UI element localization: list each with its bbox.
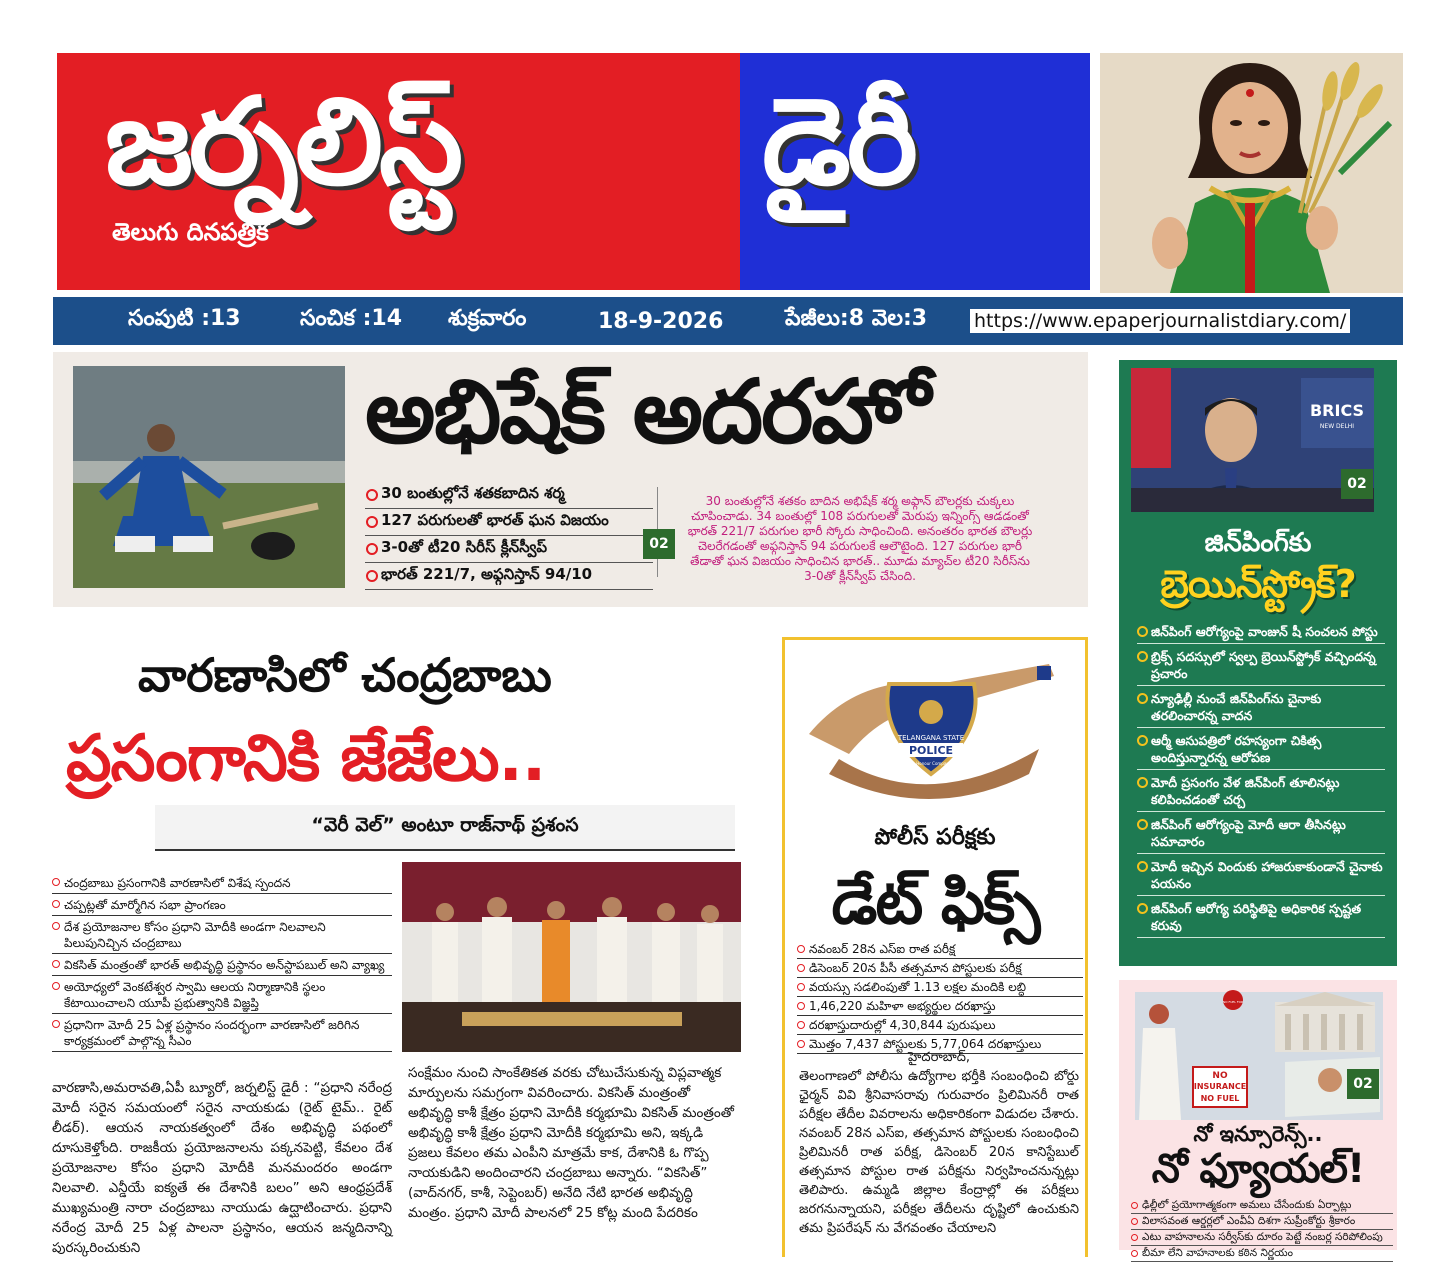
list-item: వికసిత్ మంత్రంతో భారత్ అభివృద్ధి ప్రస్థానం అన్‌స్టాపబుల్ అని వ్యాఖ్య [52,956,392,976]
emblem-police-text: POLICE [908,744,954,757]
varanasi-event-photo [402,862,741,1052]
page-reference-badge: 02 [643,529,675,559]
masthead [57,53,1090,290]
varanasi-bullets [52,874,392,1054]
varanasi-headline-line1: వారణాసిలో చంద్రబాబు [138,648,552,702]
list-item: జిన్‌పింగ్ ఆరోగ్యంపై వాంజున్ షీ సంచలన పోస్టు [1137,622,1385,644]
police-body-text: తెలంగాణలో పోలీసు ఉద్యోగాల భర్తీకి సంబంధించి బోర్డు ఛైర్మన్ వివి శ్రీనివాసరావు గురువారం ప్రిలిమినరీ రాత పరీక్షల తేదీల వివరాలను అధికారికంగా విడుదల చేశారు. నవంబర్ 28న ఎస్ఐ, తత్సమాన పోస్టులకు సంబంధించి ప్రిలిమినరీ రాత పరీక్ష, డిసెంబర్ 20న కానిస్టేబుల్ తత్సమాన పోస్టుల రాత పరీక్షను నిర్వహించనున్నట్లు తెలిపారు. ఉమ్మడి జిల్లాల కేంద్రాల్లో ఈ పరీక్షలు జరగనున్నాయని, పరీక్షల తేదీలను దృష్టిలో ఉంచుకుని తమ ప్రిపరేషన్ ను వేగవంతం చేయాలని [799,1069,1079,1236]
police-exam-story [782,637,1088,1257]
issue-day: శుక్రవారం [448,306,527,331]
list-item: 127 పరుగులతో భారత్ ఘన విజయం [365,509,653,536]
cricketer-celebration-icon [73,366,345,588]
sign-line2-text: INSURANCE [1193,1082,1247,1091]
police-badge-icon [799,654,1061,804]
police-emblem-image [799,654,1061,804]
top-story-headline: అభిషేక్ అదరహో [365,360,929,463]
jinping-at-brics-icon [1131,368,1374,512]
list-item: చంద్రబాబు ప్రసంగానికి వారణాసిలో విశేష స్పందన [52,874,392,894]
list-item: విలాసవంత ఆర్డర్లలో ఎంవీఏ దిశగా సుప్రీంకోర్టు శ్రీకారం [1131,1214,1393,1230]
sign-top-text: NO FUEL FOR [1222,1000,1244,1004]
no-insurance-headline: నో ఫ్యూయల్! [1151,1146,1365,1192]
jinping-story [1119,360,1397,966]
police-headline: డేట్ ఫిక్స్ [831,865,1039,938]
jinping-photo [1131,368,1374,512]
brics-banner-text: BRICS [1309,401,1365,420]
list-item: దరఖాస్తుదారుల్లో 4,30,844 పురుషులు [797,1016,1083,1035]
police-dateline: హైదరాబాద్, [907,1050,971,1065]
page-reference-badge: 02 [1341,469,1373,499]
sign-line1-text: NO [1212,1071,1228,1081]
list-item: మోదీ ప్రసంగం వేళ జిన్‌పింగ్ తూలినట్లు కలిపించడంతో చర్చ [1137,773,1385,812]
varanasi-body-column1: వారణాసి,అమరావతి,ఏపీ బ్యూరో, జర్నలిస్ట్ డైరీ : “ప్రధాని నరేంద్ర మోదీ సరైన సమయంలో సరైన నాయకుడు (రైట్ టైమ్.. రైట్ లీడర్). ఆయన నాయకత్వంలో దేశం అభివృద్ధి పథంలో దూసుకెళ్తోంది. రాజకీయ ప్రయోజనాలను పక్కనపెట్టి, కేవలం దేశ ప్రయోజనాల కోసం ప్రధాని మోదీకి మనమందరం అండగా నిలవాలి. ఎన్డీయే ఐక్యతే ఈ దేశానికి బలం” అని ఆంధ్రప్రదేశ్ ముఖ్యమంత్రి నారా చంద్రబాబు నాయుడు ఉద్ఘాటించారు. ప్రధాని నరేంద్ర మోదీ 25 ఏళ్ల పాలనా ప్రస్థానం, ఆయన జన్మదినాన్ని పురస్కరించుకుని [52,1080,392,1256]
list-item: 1,46,220 మహిళా అభ్యర్థుల దరఖాస్తు [797,997,1083,1016]
pages-and-price: పేజీలు:8 వెల:3 [785,306,928,331]
top-story [53,352,1088,607]
no-insurance-story [1119,980,1397,1259]
list-item: బీమా లేని వాహనాలకు కఠిన నిర్ణయం [1131,1246,1393,1262]
police-kicker: పోలీస్ పరీక్షకు [874,825,996,850]
list-item: న్యూఢిల్లీ నుంచే జిన్‌పింగ్‌ను చైనాకు తరలించారన్న వాదన [1137,689,1385,728]
police-body [799,1048,1079,1238]
list-item: వయస్సు సడలింపుతో 1.13 లక్షల మందికి లబ్ధి [797,978,1083,997]
list-item: జిన్‌పింగ్ ఆరోగ్యంపై మోదీ ఆరా తీసినట్లు సమాచారం [1137,815,1385,854]
list-item: నవంబర్ 28న ఎస్ఐ రాత పరీక్ష [797,940,1083,959]
leaders-on-stage-icon [402,862,741,1052]
varanasi-body-column2: సంక్షేమం నుంచి సాంకేతికత వరకు చోటుచేసుకున్న విప్లవాత్మక మార్పులను సమగ్రంగా వివరించారు. వికసిత్ మంత్రంతో అభివృద్ధి కాశీ క్షేత్రం ప్రధాని మోదీకి కర్మభూమి వికసిత్ మంత్రంతో అభివృద్ధి కాశీ క్షేత్రం ప్రధాని మోదీకి కర్మభూమి అని, ఇక్కడి ప్రజలు కేవలం తమ ఎంపీని మాత్రమే కాక, దేశానికి ఓ గొప్ప నాయకుడిని అందించారని చంద్రబాబు అన్నారు. “వికసిత్” (వాద్‌నగర్, కాశీ, సెప్టెంబర్) అనేది నేటి భారత అభివృద్ధి మంత్రం. ప్రధాని మోదీ పాలనలో 25 కోట్ల మంది పేదరికం [408,1065,734,1221]
jinping-headline: బ్రెయిన్‌స్ట్రోక్? [1160,562,1356,606]
list-item: మోదీ ఇచ్చిన విందుకు హాజరుకాకుండానే చైనాకు పయనం [1137,857,1385,896]
list-item: జిన్‌పింగ్ ఆరోగ్య పరిస్థితిపై అధికారిక స్పష్టత కరువు [1137,899,1385,938]
police-bullets [797,940,1083,1054]
masthead-blue-panel [740,53,1090,290]
varanasi-subheadline: “వెరీ వెల్” అంటూ రాజ్‌నాథ్ ప్రశంస [155,805,735,851]
list-item: ఎటు వాహనాలను సర్వీస్‌కు దూరం పెట్టే నంబర్ల సరిపోలింపు [1131,1230,1393,1246]
list-item: దేశ ప్రయోజనాల కోసం ప్రధాని మోదీకి అండగా నిలవాలని పిలుపునిచ్చిన చంద్రబాబు [52,918,392,954]
list-item: ప్రధానిగా మోదీ 25 ఏళ్ల ప్రస్థానం సందర్భంగా వారణాసిలో జరిగిన కార్యక్రమంలో పాల్గొన్న సీఎం [52,1016,392,1052]
sign-line3-text: NO FUEL [1200,1094,1240,1103]
issue-info-bar [53,297,1403,345]
emblem-motto-text: Duty Honour Compassion [905,761,957,766]
volume-number: సంపుటి :13 [128,306,241,331]
list-item: మొత్తం 7,437 పోస్టులకు 5,77,064 దరఖాస్తులు [797,1035,1083,1054]
top-story-bullets [365,482,653,590]
jinping-kicker: జిన్‌పింగ్‌కు [1204,528,1312,558]
list-item: బ్రిక్స్ సదస్సులో స్వల్ప బ్రెయిన్‌స్ట్రోక్ వచ్చిందన్న ప్రచారం [1137,647,1385,686]
fuel-pump-court-icon [1135,992,1383,1120]
no-insurance-kicker: నో ఇన్సూరెన్స్.. [1193,1122,1323,1146]
brics-banner-subtext: NEW DELHI [1319,423,1355,430]
issue-date: 18-9-2026 [598,308,724,334]
goddess-illustration-icon [1100,53,1403,293]
masthead-red-panel [57,53,740,290]
emblem-state-text: TELANGANA STATE [897,734,965,742]
cricketer-photo [73,366,345,588]
list-item: ఆర్మీ ఆసుపత్రిలో రహస్యంగా చికిత్స అందిస్తున్నారన్న ఆరోపణ [1137,731,1385,770]
fuel-station-photo [1135,992,1383,1120]
masthead-title-part1: జర్నలిస్ట్ [105,73,460,212]
list-item: 30 బంతుల్లోనే శతకబాదిన శర్మ [365,482,653,509]
masthead-subtitle: తెలుగు దినపత్రిక [112,218,269,246]
masthead-illustration [1100,53,1403,293]
page-reference-badge: 02 [1347,1069,1379,1099]
jinping-bullets [1137,622,1385,941]
list-item: అయోధ్యలో వెంకటేశ్వర స్వామి ఆలయ నిర్మాణానికి స్థలం కేటాయించాలని యూపీ ప్రభుత్వానికి విజ్ఞప్తి [52,978,392,1014]
masthead-title-part2: డైరీ [762,73,914,212]
list-item: చప్పట్లతో మార్మోగిన సభా ప్రాంగణం [52,896,392,916]
list-item: ఢిల్లీలో ప్రయోగాత్మకంగా అమలు చేసేందుకు ఏర్పాట్లు [1131,1198,1393,1214]
issue-number: సంచిక :14 [300,306,403,331]
list-item: భారత్ 221/7, అఫ్గనిస్తాన్ 94/10 [365,563,653,590]
top-story-summary: 30 బంతుల్లోనే శతకం బాదిన అభిషేక్ శర్మ అఫ్గాన్ బౌలర్లకు చుక్కలు చూపించాడు. 34 బంతుల్లో 108 పరుగులతో మెరుపు ఇన్నింగ్స్ ఆడడంతో భారత్ 221/7 పరుగుల భారీ స్కోరు సాధించింది. అనంతరం భారత బౌలర్లు చెలరేగడంతో అఫ్గనిస్తాన్ 94 పరుగులకే ఆలౌటైంది. 127 పరుగుల భారీ తేడాతో ఘన విజయం సాధించిన భారత్.. మూడు మ్యాచ్‌ల టీ20 సిరీస్‌ను 3-0తో క్లీన్‌స్వీప్ చేసింది. [687,494,1033,583]
website-link[interactable]: https://www.epaperjournalistdiary.com/ [970,309,1350,333]
varanasi-headline-line2: ప్రసంగానికి జేజేలు.. [66,722,546,796]
no-insurance-bullets [1131,1198,1393,1262]
list-item: 3-0తో టీ20 సిరీస్ క్లీన్‌స్వీప్ [365,536,653,563]
list-item: డిసెంబర్ 20న పీసీ తత్సమాన పోస్టులకు పరీక్ష [797,959,1083,978]
